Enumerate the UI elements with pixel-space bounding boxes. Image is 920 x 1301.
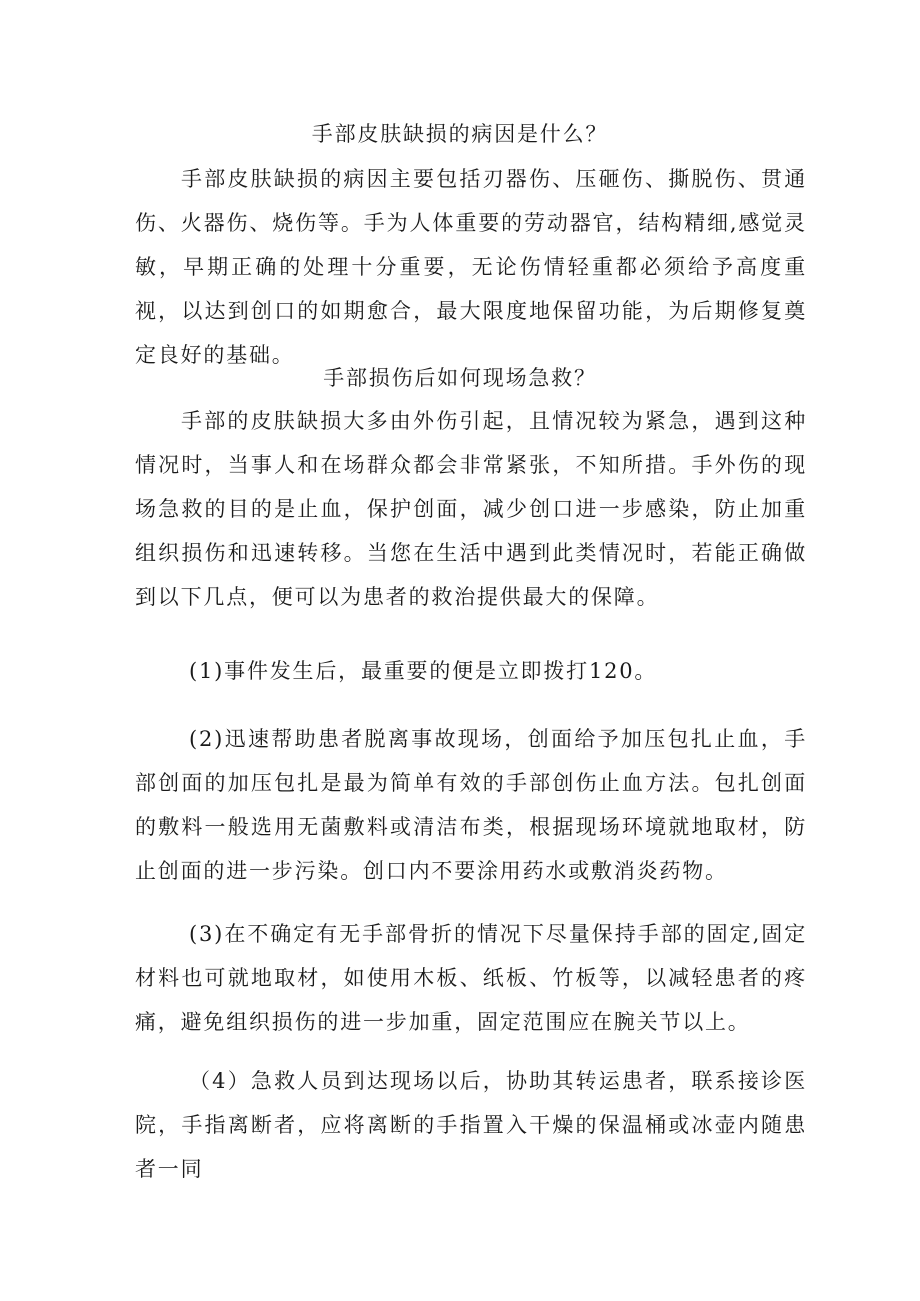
first-aid-step-1: (1)事件发生后，最重要的便是立即拨打120。 (189, 659, 658, 683)
first-aid-step-2: (2)迅速帮助患者脱离事故现场，创面给予加压包扎止血，手部创面的加压包扎是最为简单有效的手部创伤止血方法。包扎创面的敷料一般选用无菌敷料或清洁布类，根据现场环境就地取材，防止创面的进一步污染。创口内不要涂用药水或敷消炎药物。 (135, 727, 807, 883)
causes-paragraph: 手部皮肤缺损的病因主要包括刃器伤、压砸伤、撕脱伤、贯通伤、火器伤、烧伤等。手为人体重要的劳动器官，结构精细,感觉灵敏，早期正确的处理十分重要，无论伤情轻重都必须给予高度重视，以达到创口的如期愈合，最大限度地保留功能，为后期修复奠定良好的基础。 (135, 167, 807, 367)
first-aid-step-4: （4）急救人员到达现场以后，协助其转运患者，联系接诊医院，手指离断者，应将离断的手指置入干燥的保温桶或冰壶内随患者一同 (135, 1069, 807, 1181)
section-heading-causes: 手部皮肤缺损的病因是什么？ (311, 122, 609, 146)
first-aid-intro-paragraph: 手部的皮肤缺损大多由外伤引起，且情况较为紧急，遇到这种情况时，当事人和在场群众都会非常紧张，不知所措。手外伤的现场急救的目的是止血，保护创面，减少创口进一步感染，防止加重组织损伤和迅速转移。当您在生活中遇到此类情况时，若能正确做到以下几点，便可以为患者的救治提供最大的保障。 (135, 409, 807, 609)
first-aid-step-3: (3)在不确定有无手部骨折的情况下尽量保持手部的固定,固定材料也可就地取材，如使用木板、纸板、竹板等，以减轻患者的疼痛，避免组织损伤的进一步加重，固定范围应在腕关节以上。 (135, 922, 807, 1034)
section-heading-first-aid: 手部损伤后如何现场急救？ (323, 366, 597, 390)
